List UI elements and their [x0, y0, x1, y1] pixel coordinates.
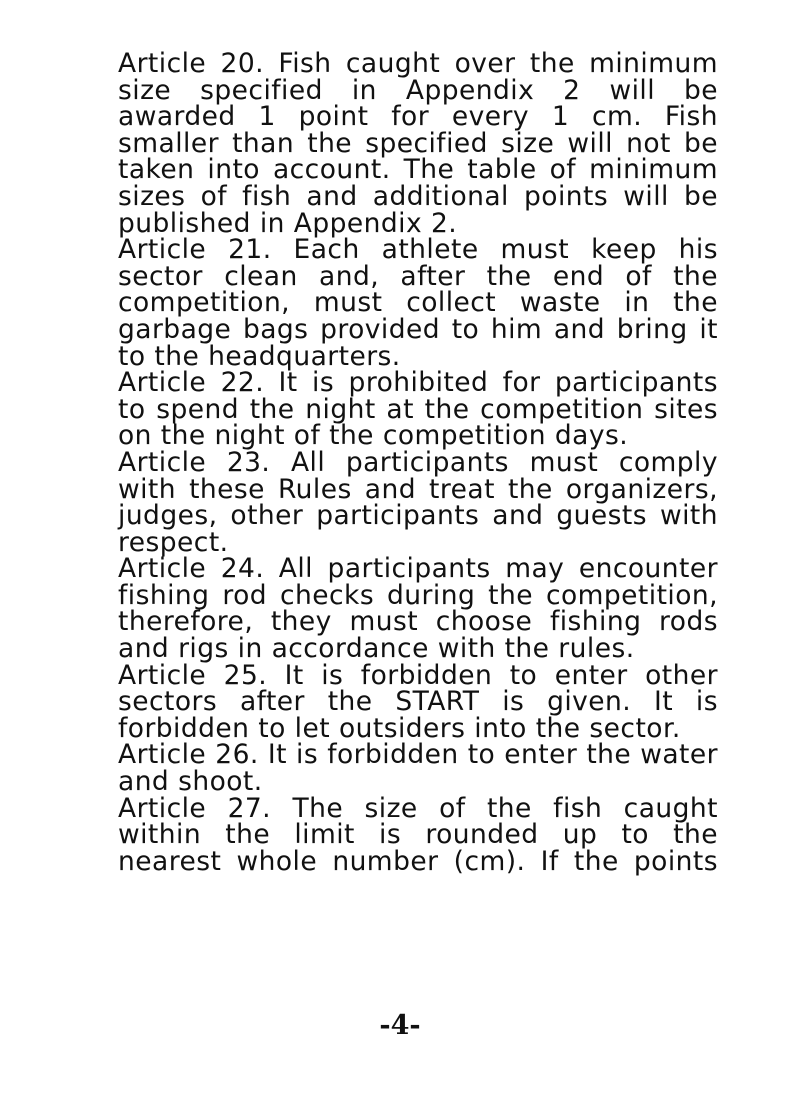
article-24: Article 24. All participants may encounter fishing rod checks during the competition, therefore, they must choose fishing rods and rigs in accordance with the rules.	[118, 553, 718, 665]
article-27: Article 27. The size of the fish caught within the limit is rounded up to the nearest whole number (cm). If the points	[118, 792, 718, 877]
article-23: Article 23. All participants must comply with these Rules and treat the organizers, judges, other participants and guests with respect.	[118, 446, 718, 558]
page-number: -4-	[379, 1010, 421, 1041]
article-20: Article 20. Fish caught over the minimum size specified in Appendix 2 will be awarded 1 point for every 1 cm. Fish smaller than the specified size will not be taken into account. The table of minimum sizes of fish and additional points will be published in Appendix 2.	[118, 48, 718, 239]
article-25: Article 25. It is forbidden to enter other sectors after the START is given. It is forbidden to let outsiders into the sector.	[118, 659, 718, 744]
article-21: Article 21. Each athlete must keep his sector clean and, after the end of the competition, must collect waste in the garbage bags provided to him and bring it to the headquarters.	[118, 234, 718, 372]
article-26: Article 26. It is forbidden to enter the water and shoot.	[118, 739, 718, 798]
article-22: Article 22. It is prohibited for participants to spend the night at the competition sites on the night of the competition days.	[118, 367, 718, 452]
document-body	[118, 48, 718, 877]
